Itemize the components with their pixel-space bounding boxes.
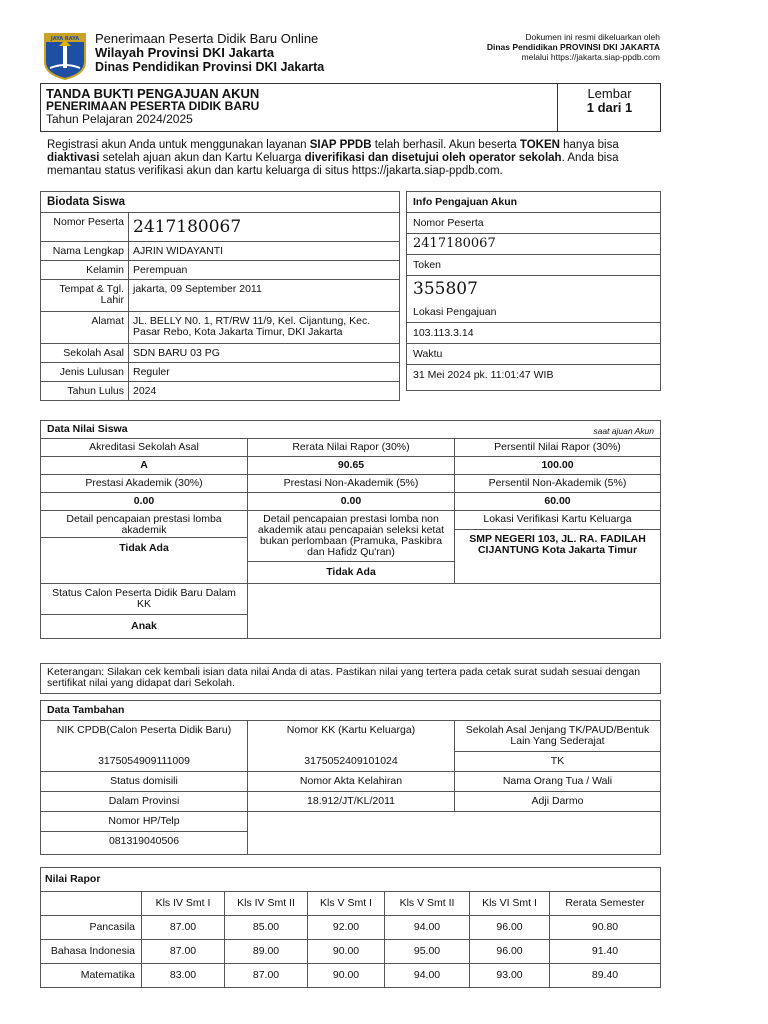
origin-school: SDN BARU 03 PG: [129, 344, 400, 363]
sheet-value: 1 dari 1: [586, 100, 633, 115]
parent-name-value: Adji Darmo: [455, 792, 661, 812]
grades-title: Data Nilai Siswa: [47, 423, 128, 435]
table-row: Alamat JL. BELLY N0. 1, RT/RW 11/9, Kel. Cijantung, Kec. Pasar Rebo, Kota Jakarta Timur, DKI Jakarta: [41, 312, 400, 344]
school-level-value: TK: [455, 752, 661, 772]
birth-certificate-value: 18.912/JT/KL/2011: [248, 792, 455, 812]
academic-detail-value: Tidak Ada: [119, 542, 169, 554]
table-row: Nomor Peserta 2417180067: [41, 213, 400, 242]
document-title: TANDA BUKTI PENGAJUAN AKUN: [46, 86, 260, 101]
family-status-value: Anak: [131, 620, 157, 632]
submission-location: 103.113.3.14: [407, 323, 661, 344]
header-line2: Wilayah Provinsi DKI Jakarta: [95, 45, 275, 60]
table-row: Sekolah Asal SDN BARU 03 PG: [41, 344, 400, 363]
nik-value: 3175054909111009: [41, 752, 248, 772]
grades-data-table: Data Nilai Siswa saat ajuan Akun Akreditasi Sekolah Asal Rerata Nilai Rapor (30%) Persentil Nilai Rapor (30%) A 90.65 100.00 Prestasi Akademik (30%) Prestasi Non-Akademik (5%) Persentil Non-Akademik (5%) 0.00 0.00 60.00 Detail pencapaian prestasi lomba akademik Tidak Ada Detail pencapaian prestasi lomba non akademik atau pencapaian seleksi ketat bukan perlombaan (Pramuka, Paskibra dan Hafidz Qu'ran) Tidak Ada Lokasi Verifikasi Kartu Keluarga SMP NEGERI 103, JL. RA. FADILAH CIJANTUNG Kota Jakarta Timur Status Calon Peserta Didik Baru Dalam KK Anak: [40, 420, 661, 639]
table-row: Jenis Lulusan Reguler: [41, 363, 400, 382]
gender: Perempuan: [129, 261, 400, 280]
table-row: Pancasila 87.00 85.00 92.00 94.00 96.00 90.80: [41, 916, 661, 940]
participant-number: 2417180067: [129, 213, 400, 242]
graduation-type: Reguler: [129, 363, 400, 382]
header-note2: Dinas Pendidikan PROVINSI DKI JAKARTA: [486, 42, 660, 52]
info-participant-number: 2417180067: [407, 234, 661, 255]
sheet-label: Lembar: [587, 86, 632, 101]
non-academic-detail-value: Tidak Ada: [326, 566, 376, 578]
header-note3: melalui https://jakarta.siap-ppdb.com: [521, 52, 660, 62]
header-line3: Dinas Pendidikan Provinsi DKI Jakarta: [95, 60, 325, 74]
report-grades-table: [40, 867, 661, 988]
table-row: Kelamin Perempuan: [41, 261, 400, 280]
table-row: Matematika 83.00 87.00 90.00 94.00 93.00 89.40: [41, 964, 661, 988]
kk-number-value: 3175052409101024: [248, 752, 455, 772]
kk-verification-location: SMP NEGERI 103, JL. RA. FADILAH CIJANTUNG Kota Jakarta Timur: [469, 533, 646, 556]
token-value: 355807: [407, 276, 661, 303]
domicile-value: Dalam Provinsi: [41, 792, 248, 812]
additional-data-title: Data Tambahan: [41, 701, 661, 721]
address: JL. BELLY N0. 1, RT/RW 11/9, Kel. Cijantung, Kec. Pasar Rebo, Kota Jakarta Timur, DKI Jakarta: [129, 312, 400, 344]
document-subtitle: PENERIMAAN PESERTA DIDIK BARU: [46, 99, 260, 113]
report-average-value: 90.65: [248, 457, 455, 475]
accreditation-value: A: [41, 457, 248, 475]
table-row: Nama Lengkap AJRIN WIDAYANTI: [41, 242, 400, 261]
header-line1: Penerimaan Peserta Didik Baru Online: [95, 31, 319, 46]
full-name: AJRIN WIDAYANTI: [129, 242, 400, 261]
non-academic-percentile-value: 60.00: [455, 493, 661, 511]
school-year: Tahun Pelajaran 2024/2025: [46, 112, 193, 126]
report-grades-title: Nilai Rapor: [41, 868, 661, 892]
birth-place-date: jakarta, 09 September 2011: [129, 280, 400, 312]
report-percentile-value: 100.00: [455, 457, 661, 475]
header-note1: Dokumen ini resmi dikeluarkan oleh: [525, 32, 660, 42]
note-box: Keterangan: Silakan cek kembali isian data nilai Anda di atas. Pastikan nilai yang tertera pada cetak surat sudah sesuai dengan sertifikat nilai yang didapat dari Sekolah.: [40, 663, 661, 694]
non-academic-achievement-value: 0.00: [248, 493, 455, 511]
document-title-box: [40, 83, 661, 132]
svg-text:JAYA RAYA: JAYA RAYA: [50, 36, 80, 42]
table-row: Tempat & Tgl. Lahir jakarta, 09 September 2011: [41, 280, 400, 312]
graduation-year: 2024: [129, 382, 400, 401]
submission-time: 31 Mei 2024 pk. 11:01:47 WIB: [407, 365, 661, 391]
header-note: [460, 32, 660, 62]
phone-value: 081319040506: [41, 832, 248, 855]
table-row: Bahasa Indonesia 87.00 89.00 90.00 95.00 96.00 91.40: [41, 940, 661, 964]
biodata-table: [40, 191, 400, 401]
academic-achievement-value: 0.00: [41, 493, 248, 511]
account-info-table: Info Pengajuan Akun Nomor Peserta 2417180067 Token 355807 Lokasi Pengajuan 103.113.3.14 Waktu 31 Mei 2024 pk. 11:01:47 WIB: [406, 191, 661, 391]
grades-note: saat ajuan Akun: [593, 426, 654, 436]
additional-data-table: Data Tambahan NIK CPDB(Calon Peserta Didik Baru) Nomor KK (Kartu Keluarga) Sekolah Asal Jenjang TK/PAUD/Bentuk Lain Yang Sederajat 3175054909111009 3175052409101024 TK Status domisili Nomor Akta Kelahiran Nama Orang Tua / Wali Dalam Provinsi 18.912/JT/KL/2011 Adji Darmo Nomor HP/Telp 081319040506: [40, 700, 661, 855]
table-header-row: Kls IV Smt I Kls IV Smt II Kls V Smt I Kls V Smt II Kls VI Smt I Rerata Semester: [41, 892, 661, 916]
sheet-counter: [557, 84, 661, 131]
header-title-block: [95, 32, 324, 74]
jakarta-emblem-logo: [42, 32, 88, 80]
table-row: Tahun Lulus 2024: [41, 382, 400, 401]
intro-paragraph: Registrasi akun Anda untuk menggunakan layanan SIAP PPDB telah berhasil. Akun beserta TOKEN hanya bisa diaktivasi setelah ajuan akun dan Kartu Keluarga diverifikasi dan disetujui oleh operator sekolah. Anda bisa memantau status verifikasi akun dan kartu keluarga di situs https://jakarta.siap-ppdb.com.: [47, 139, 619, 177]
biodata-title: Biodata Siswa: [41, 192, 400, 213]
account-info-title: Info Pengajuan Akun: [407, 192, 661, 213]
